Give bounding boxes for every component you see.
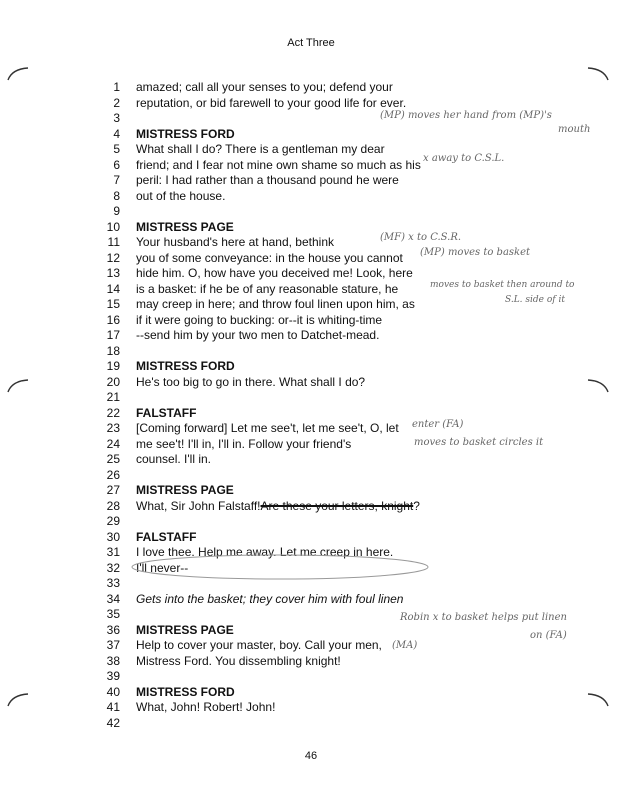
script-line bbox=[100, 142, 430, 158]
line-text: I'll never-- bbox=[136, 560, 189, 575]
line-number: 22 bbox=[106, 405, 120, 420]
line-number: 29 bbox=[106, 514, 120, 528]
page-number: 46 bbox=[304, 750, 318, 762]
line-text: Help to cover your master, boy. Call your men, bbox=[136, 638, 382, 652]
script-line bbox=[100, 297, 430, 313]
annotation-note: (MP) moves her hand from (MP)'s bbox=[380, 110, 552, 121]
page-header: Act Three bbox=[287, 37, 335, 49]
line-text: hide him. O, how have you deceived me! Look, here bbox=[136, 266, 413, 280]
script-line bbox=[100, 344, 430, 360]
script-line bbox=[100, 452, 430, 468]
line-number: 32 bbox=[106, 560, 120, 575]
speaker-name: MISTRESS PAGE bbox=[136, 622, 234, 637]
line-number: 8 bbox=[113, 188, 120, 203]
script-line bbox=[100, 390, 430, 406]
annotation-note: S.L. side of it bbox=[505, 295, 565, 305]
line-number: 10 bbox=[106, 219, 120, 234]
line-number: 5 bbox=[113, 142, 120, 156]
line-number: 15 bbox=[106, 297, 120, 311]
line-number: 37 bbox=[106, 638, 120, 652]
corner-mark-icon bbox=[6, 692, 30, 708]
line-number: 31 bbox=[106, 545, 120, 559]
line-text: reputation, or bid farewell to your good life for ever. bbox=[136, 95, 407, 110]
line-number: 30 bbox=[106, 529, 120, 544]
stage-direction: Gets into the basket; they cover him with foul linen bbox=[136, 591, 404, 606]
line-text: counsel. I'll in. bbox=[136, 452, 211, 466]
line-text: What, John! Robert! John! bbox=[136, 700, 276, 714]
line-number: 18 bbox=[106, 343, 120, 358]
annotation-note: on (FA) bbox=[530, 630, 567, 641]
line-text: He's too big to go in there. What shall I do? bbox=[136, 374, 366, 389]
line-number: 9 bbox=[113, 204, 120, 218]
line-number: 16 bbox=[106, 312, 120, 327]
line-number: 1 bbox=[113, 80, 120, 94]
script-line bbox=[100, 127, 430, 143]
script-line bbox=[100, 158, 430, 174]
line-number: 33 bbox=[106, 576, 120, 590]
line-number: 24 bbox=[106, 436, 120, 451]
annotation-note: moves to basket circles it bbox=[414, 437, 544, 448]
line-number: 27 bbox=[106, 483, 120, 497]
line-number: 39 bbox=[106, 669, 120, 683]
line-number: 2 bbox=[113, 95, 120, 110]
script-line bbox=[100, 220, 430, 236]
script-line bbox=[100, 189, 430, 205]
script-line bbox=[100, 96, 430, 112]
annotation-note: Robin x to basket helps put linen bbox=[400, 612, 567, 623]
script-line bbox=[100, 235, 430, 251]
script-line bbox=[100, 514, 430, 530]
line-number: 34 bbox=[106, 591, 120, 606]
script-line bbox=[100, 406, 430, 422]
script-body bbox=[100, 80, 430, 731]
corner-mark-icon bbox=[586, 378, 610, 394]
script-line bbox=[100, 592, 430, 608]
line-number: 11 bbox=[107, 235, 120, 249]
annotation-note: (MA) bbox=[392, 640, 418, 651]
corner-mark-icon bbox=[586, 692, 610, 708]
line-text: peril: I had rather than a thousand pound he were bbox=[136, 173, 399, 187]
line-number: 21 bbox=[106, 390, 120, 404]
speaker-name: FALSTAFF bbox=[136, 405, 197, 420]
line-number: 23 bbox=[106, 421, 120, 435]
script-line bbox=[100, 545, 430, 561]
line-text: --send him by your two men to Datchet-mead. bbox=[136, 328, 380, 342]
script-line bbox=[100, 266, 430, 282]
line-number: 19 bbox=[106, 359, 120, 373]
line-number: 40 bbox=[106, 684, 120, 699]
line-number: 7 bbox=[113, 173, 120, 187]
speaker-name: MISTRESS FORD bbox=[136, 126, 235, 141]
line-number: 13 bbox=[106, 266, 120, 280]
script-line bbox=[100, 313, 430, 329]
line-number: 3 bbox=[113, 111, 120, 125]
script-line bbox=[100, 499, 430, 515]
line-text: Mistress Ford. You dissembling knight! bbox=[136, 653, 341, 668]
line-number: 6 bbox=[113, 157, 120, 172]
corner-mark-icon bbox=[6, 66, 30, 82]
script-line bbox=[100, 623, 430, 639]
line-text: [Coming forward] Let me see't, let me see't, O, let bbox=[136, 421, 399, 435]
annotation-note: (MP) moves to basket bbox=[420, 247, 531, 258]
corner-mark-icon bbox=[586, 66, 610, 82]
script-line bbox=[100, 111, 430, 127]
script-line bbox=[100, 421, 430, 437]
script-line bbox=[100, 204, 430, 220]
line-text: me see't! I'll in, I'll in. Follow your friend's bbox=[136, 436, 352, 451]
line-number: 20 bbox=[106, 374, 120, 389]
speaker-name: MISTRESS PAGE bbox=[136, 483, 234, 497]
script-line bbox=[100, 716, 430, 732]
line-number: 28 bbox=[106, 498, 120, 513]
struck-text: Are these your letters, knight bbox=[260, 498, 414, 513]
script-line bbox=[100, 375, 430, 391]
annotation-note: mouth bbox=[558, 124, 591, 135]
script-line bbox=[100, 561, 430, 577]
speaker-name: MISTRESS FORD bbox=[136, 684, 235, 699]
line-text: out of the house. bbox=[136, 188, 226, 203]
line-number: 26 bbox=[106, 467, 120, 482]
line-number: 35 bbox=[106, 607, 120, 621]
annotation-note: x away to C.S.L. bbox=[423, 153, 505, 164]
script-line bbox=[100, 80, 430, 96]
script-line bbox=[100, 669, 430, 685]
line-text: you of some conveyance: in the house you cannot bbox=[136, 250, 403, 265]
script-line bbox=[100, 359, 430, 375]
script-line bbox=[100, 173, 430, 189]
line-text: amazed; call all your senses to you; defend your bbox=[136, 80, 393, 94]
script-line bbox=[100, 468, 430, 484]
corner-mark-icon bbox=[6, 378, 30, 394]
line-text-tail: ? bbox=[413, 498, 420, 513]
line-text: What, Sir John Falstaff! bbox=[136, 498, 261, 513]
line-text: if it were going to bucking: or--it is whiting-time bbox=[136, 312, 383, 327]
script-line bbox=[100, 700, 430, 716]
script-line bbox=[100, 530, 430, 546]
script-line bbox=[100, 638, 430, 654]
line-number: 17 bbox=[106, 328, 120, 342]
speaker-name: FALSTAFF bbox=[136, 529, 197, 544]
line-number: 38 bbox=[106, 653, 120, 668]
line-text: Your husband's here at hand, bethink bbox=[136, 235, 334, 249]
line-text: What shall I do? There is a gentleman my dear bbox=[136, 142, 385, 156]
line-number: 41 bbox=[106, 700, 120, 714]
line-text: friend; and I fear not mine own shame so much as his bbox=[136, 157, 421, 172]
line-text: is a basket: if he be of any reasonable stature, he bbox=[136, 281, 399, 296]
annotation-note: enter (FA) bbox=[412, 419, 464, 430]
line-number: 25 bbox=[106, 452, 120, 466]
speaker-name: MISTRESS FORD bbox=[136, 359, 235, 373]
line-number: 12 bbox=[106, 250, 120, 265]
script-line bbox=[100, 328, 430, 344]
annotation-note: (MF) x to C.S.R. bbox=[380, 232, 462, 243]
script-line bbox=[100, 437, 430, 453]
script-line bbox=[100, 251, 430, 267]
line-number: 14 bbox=[106, 281, 120, 296]
script-line bbox=[100, 483, 430, 499]
script-line bbox=[100, 576, 430, 592]
line-text: I love thee. Help me away. Let me creep in here. bbox=[136, 545, 394, 559]
line-number: 42 bbox=[106, 715, 120, 730]
script-line bbox=[100, 282, 430, 298]
script-line bbox=[100, 685, 430, 701]
script-line bbox=[100, 607, 430, 623]
line-text: may creep in here; and throw foul linen upon him, as bbox=[136, 297, 415, 311]
annotation-note: moves to basket then around to bbox=[430, 280, 575, 290]
line-number: 36 bbox=[106, 622, 120, 637]
line-number: 4 bbox=[113, 126, 120, 141]
script-line bbox=[100, 654, 430, 670]
speaker-name: MISTRESS PAGE bbox=[136, 219, 234, 234]
